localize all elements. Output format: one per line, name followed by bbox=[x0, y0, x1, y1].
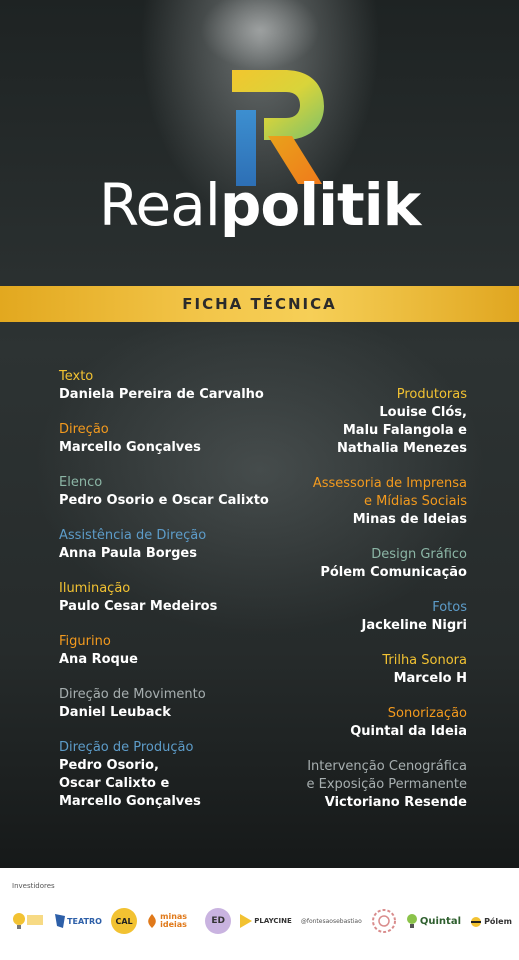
credit-value: Quintal da Ideia bbox=[350, 724, 467, 739]
bee-icon bbox=[470, 914, 482, 928]
credit-label: Trilha Sonora bbox=[382, 653, 467, 668]
sponsor-seal-logo bbox=[371, 908, 397, 934]
show-title bbox=[0, 170, 519, 240]
credit-value: Pedro Osorio e Oscar Calixto bbox=[59, 493, 269, 508]
sponsor-footer bbox=[0, 868, 519, 960]
credit-value: Daniela Pereira de Carvalho bbox=[59, 387, 264, 402]
sponsor-cal-logo bbox=[111, 908, 137, 934]
sponsor-polem-logo bbox=[470, 914, 512, 928]
lightbulb-icon bbox=[12, 910, 46, 932]
credit-label: Direção bbox=[59, 422, 109, 437]
sponsor-quintal-logo bbox=[406, 914, 461, 928]
credit-label: e Mídias Sociais bbox=[363, 494, 467, 509]
credit-label: Produtoras bbox=[396, 387, 467, 402]
credit-trilha-sonora bbox=[227, 652, 467, 688]
sponsor-logos bbox=[12, 906, 512, 936]
credit-value: Pólem Comunicação bbox=[320, 565, 467, 580]
credit-value: Marcelo H bbox=[393, 671, 467, 686]
credit-label: Assessoria de Imprensa bbox=[312, 476, 467, 491]
title-light: Real bbox=[98, 171, 220, 239]
credit-label: Direção de Produção bbox=[59, 740, 194, 755]
credit-value: Daniel Leuback bbox=[59, 705, 171, 720]
seal-icon bbox=[371, 908, 397, 934]
sponsor-minas-logo bbox=[146, 913, 196, 929]
credit-label: Texto bbox=[59, 369, 94, 384]
credit-label: Fotos bbox=[432, 600, 467, 615]
credit-value: Ana Roque bbox=[59, 652, 138, 667]
flame-icon bbox=[146, 914, 158, 928]
sponsor-art-logo bbox=[12, 910, 46, 932]
credit-label: Elenco bbox=[59, 475, 103, 490]
credit-value: Oscar Calixto e bbox=[59, 776, 170, 791]
spotlight bbox=[200, 0, 320, 70]
credit-assessoria bbox=[227, 475, 467, 529]
credit-value: Louise Clós, bbox=[379, 405, 467, 420]
sponsor-minas-text: minas ideias bbox=[160, 912, 188, 929]
credit-value: Paulo Cesar Medeiros bbox=[59, 599, 218, 614]
credit-intervencao-cenografica bbox=[227, 758, 467, 812]
sponsor-ed-text: ED bbox=[205, 908, 231, 934]
sponsor-playcine-text: PLAYCINE bbox=[254, 917, 292, 925]
credit-value: Anna Paula Borges bbox=[59, 546, 197, 561]
bulb-icon bbox=[406, 914, 418, 928]
credit-label: Design Gráfico bbox=[371, 547, 467, 562]
credit-sonorizacao bbox=[227, 705, 467, 741]
credit-label: Sonorização bbox=[387, 706, 467, 721]
credit-label: e Exposição Permanente bbox=[306, 777, 467, 792]
sponsor-quintal-text: Quintal bbox=[419, 915, 461, 927]
credit-value: Malu Falangola e bbox=[342, 423, 467, 438]
credit-label: Iluminação bbox=[59, 581, 131, 596]
sponsor-playcine-logo bbox=[240, 914, 292, 928]
credit-value: Marcello Gonçalves bbox=[59, 440, 201, 455]
credit-value: Pedro Osorio, bbox=[59, 758, 159, 773]
credit-label: Assistência de Direção bbox=[59, 528, 207, 543]
credit-value: Nathalia Menezes bbox=[336, 441, 467, 456]
credit-fotos bbox=[227, 599, 467, 635]
credit-label: Figurino bbox=[59, 634, 111, 649]
right-credits bbox=[227, 386, 467, 829]
play-icon bbox=[240, 914, 252, 928]
credit-value: Marcello Gonçalves bbox=[59, 794, 201, 809]
sponsor-handle bbox=[301, 918, 362, 925]
credit-label: Intervenção Cenográfica bbox=[307, 759, 467, 774]
mask-icon bbox=[55, 914, 65, 928]
credit-value: Victoriano Resende bbox=[324, 795, 467, 810]
credit-value: Jackeline Nigri bbox=[361, 618, 467, 633]
credit-value: Minas de Ideias bbox=[352, 512, 467, 527]
sponsor-teatro-logo bbox=[55, 914, 102, 928]
sponsor-polem-text: Pólem bbox=[484, 916, 512, 926]
credit-produtoras bbox=[227, 386, 467, 458]
investors-label: Investidores bbox=[12, 882, 55, 890]
section-title: FICHA TÉCNICA bbox=[182, 295, 337, 313]
credit-design-grafico bbox=[227, 546, 467, 582]
sponsor-handle-text: @fontesaosebastiao bbox=[300, 917, 362, 925]
section-band bbox=[0, 286, 519, 322]
credit-label: Direção de Movimento bbox=[59, 687, 206, 702]
sponsor-ed-logo bbox=[205, 908, 231, 934]
sponsor-cal-text: CAL bbox=[111, 908, 137, 934]
sponsor-teatro-text: TEATRO bbox=[67, 916, 102, 926]
title-bold: politik bbox=[219, 171, 421, 239]
